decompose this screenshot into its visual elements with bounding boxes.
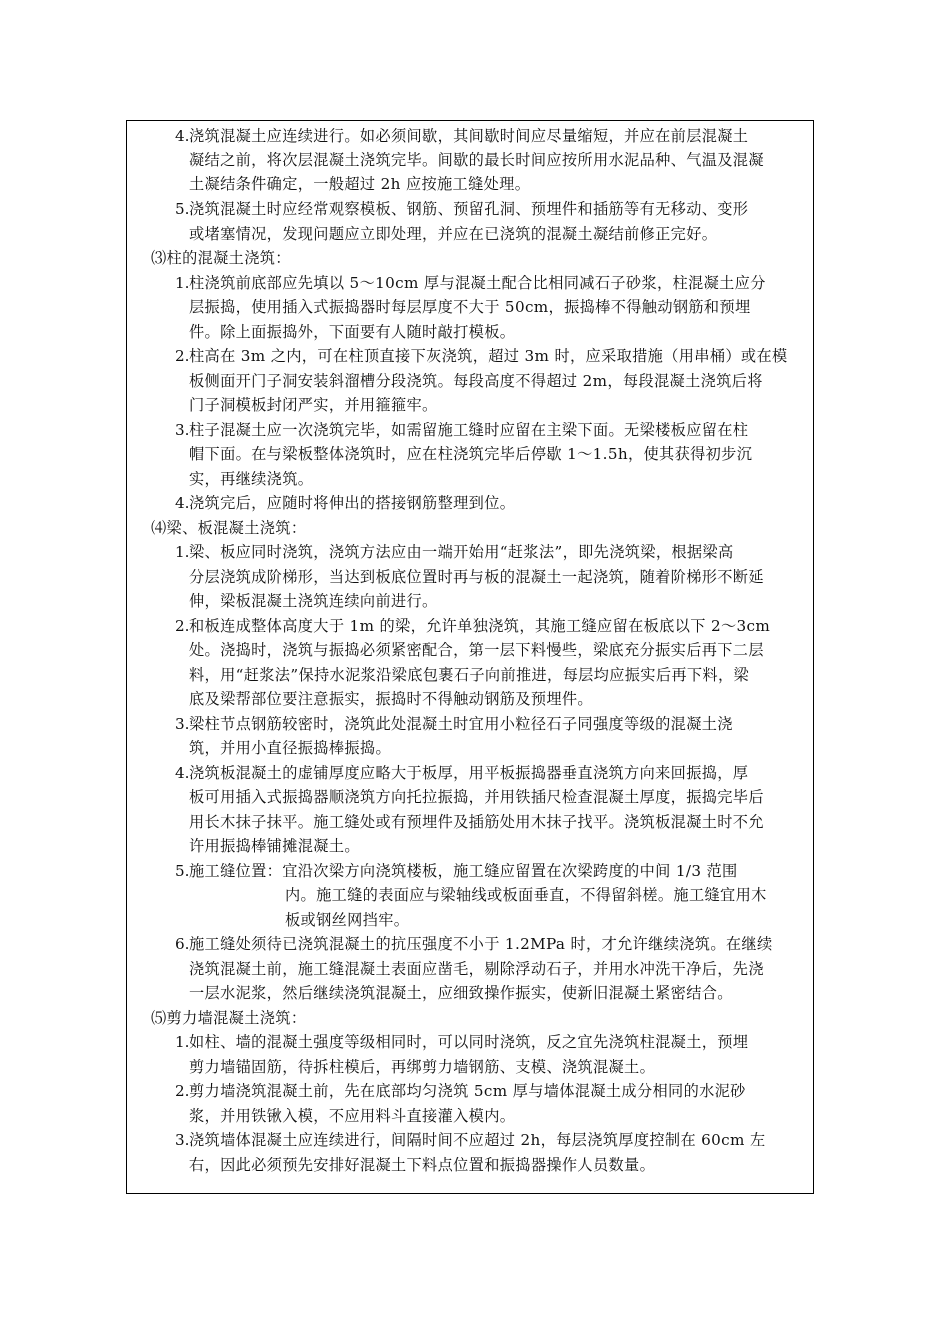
text-line: 浇筑完后，应随时将伸出的搭接钢筋整理到位。 (189, 494, 516, 512)
text-line: 施工缝位置：宜沿次梁方向浇筑楼板，施工缝应留置在次梁跨度的中间 1/3 范围 (189, 862, 738, 880)
text-line: 如柱、墙的混凝土强度等级相同时，可以同时浇筑，反之宜先浇筑柱混凝土，预埋 (189, 1033, 749, 1051)
text-line: 和板连成整体高度大于 1m 的梁，允许单独浇筑，其施工缝应留在板底以下 2～3cm (189, 617, 771, 635)
text-line: 柱高在 3m 之内，可在柱顶直接下灰浇筑，超过 3m 时，应采取措施（用串桶）或在模 (189, 347, 788, 365)
text-line: 柱子混凝土应一次浇筑完毕，如需留施工缝时应留在主梁下面。无梁楼板应留在柱 (189, 421, 749, 439)
text-line: 右，因此必须预先安排好混凝土下料点位置和振捣器操作人员数量。 (189, 1156, 656, 1174)
text-line: 浇筑混凝土应连续进行。如必须间歇，其间歇时间应尽量缩短，并应在前层混凝土 (189, 127, 749, 145)
text-line: 浆，并用铁锹入模，不应用料斗直接灌入模内。 (189, 1107, 516, 1125)
text-line: 用长木抹子抹平。施工缝处或有预埋件及插筋处用木抹子找平。浇筑板混凝土时不允 (189, 813, 764, 831)
text-line: 料，用“赶浆法”保持水泥浆沿梁底包裹石子向前推进，每层均应振实后再下料，梁 (189, 666, 750, 684)
text-line: 伸，梁板混凝土浇筑连续向前进行。 (189, 592, 438, 610)
text-line: 梁、板应同时浇筑，浇筑方法应由一端开始用“赶浆法”，即先浇筑梁，根据梁高 (189, 543, 734, 561)
text-line: 凝结之前，将次层混凝土浇筑完毕。间歇的最长时间应按所用水泥品种、气温及混凝 (189, 151, 764, 169)
item-number: 2. (175, 617, 190, 635)
item-number: 6. (175, 935, 190, 953)
text-line: 实，再继续浇筑。 (189, 470, 314, 488)
item-number: 5. (175, 862, 190, 880)
text-line: 门子洞模板封闭严实，并用箍箍牢。 (189, 396, 438, 414)
item-number: 3. (175, 421, 190, 439)
item-number: 3. (175, 1131, 190, 1149)
text-line: 施工缝处须待已浇筑混凝土的抗压强度不小于 1.2MPa 时，才允许继续浇筑。在继续 (189, 935, 773, 953)
text-line: 剪力墙浇筑混凝土前，先在底部均匀浇筑 5cm 厚与墙体混凝土成分相同的水泥砂 (189, 1082, 746, 1100)
item-number: 5. (175, 200, 190, 218)
text-line: 筑，并用小直径振捣棒振捣。 (189, 739, 391, 757)
text-line: 浇筑板混凝土的虚铺厚度应略大于板厚，用平板振捣器垂直浇筑方向来回振捣，厚 (189, 764, 749, 782)
item-number: 1. (175, 1033, 190, 1051)
section-heading: ⑸剪力墙混凝土浇筑： (151, 1009, 307, 1027)
text-line: 许用振捣棒铺摊混凝土。 (189, 837, 360, 855)
item-number: 1. (175, 543, 190, 561)
item-number: 1. (175, 274, 190, 292)
item-number: 4. (175, 494, 190, 512)
item-number: 2. (175, 347, 190, 365)
text-line: 土凝结条件确定，一般超过 2h 应按施工缝处理。 (189, 175, 531, 193)
text-line: 底及梁帮部位要注意振实，振捣时不得触动钢筋及预埋件。 (189, 690, 593, 708)
text-line: 件。除上面振捣外，下面要有人随时敲打模板。 (189, 323, 516, 341)
text-line: 分层浇筑成阶梯形，当达到板底位置时再与板的混凝土一起浇筑，随着阶梯形不断延 (189, 568, 764, 586)
text-line: 板侧面开门子洞安装斜溜槽分段浇筑。每段高度不得超过 2m，每段混凝土浇筑后将 (189, 372, 763, 390)
text-line: 柱浇筑前底部应先填以 5～10cm 厚与混凝土配合比相同减石子砂浆，柱混凝土应分 (189, 274, 766, 292)
item-number: 2. (175, 1082, 190, 1100)
item-number: 3. (175, 715, 190, 733)
text-line: 帽下面。在与梁板整体浇筑时，应在柱浇筑完毕后停歇 1～1.5h，使其获得初步沉 (189, 445, 753, 463)
text-line: 内。施工缝的表面应与梁轴线或板面垂直，不得留斜槎。施工缝宜用木 (285, 886, 767, 904)
text-line: 浇筑墙体混凝土应连续进行，间隔时间不应超过 2h，每层浇筑厚度控制在 60cm 左 (189, 1131, 766, 1149)
item-number: 4. (175, 764, 190, 782)
section-heading: ⑷梁、板混凝土浇筑： (151, 519, 307, 537)
text-line: 层振捣，使用插入式振捣器时每层厚度不大于 50cm，振捣棒不得触动钢筋和预埋 (189, 298, 751, 316)
document-frame (126, 120, 814, 1194)
text-line: 剪力墙锚固筋，待拆柱模后，再绑剪力墙钢筋、支模、浇筑混凝土。 (189, 1058, 656, 1076)
text-line: 处。浇捣时，浇筑与振捣必须紧密配合，第一层下料慢些，梁底充分振实后再下二层 (189, 641, 764, 659)
text-line: 板可用插入式振捣器顺浇筑方向托拉振捣，并用铁插尺检查混凝土厚度，振捣完毕后 (189, 788, 764, 806)
text-line: 浇筑混凝土前，施工缝混凝土表面应凿毛，剔除浮动石子，并用水冲洗干净后，先浇 (189, 960, 764, 978)
item-number: 4. (175, 127, 190, 145)
text-line: 板或钢丝网挡牢。 (285, 911, 410, 929)
text-line: 梁柱节点钢筋较密时，浇筑此处混凝土时宜用小粒径石子同强度等级的混凝土浇 (189, 715, 733, 733)
text-line: 或堵塞情况，发现问题应立即处理，并应在已浇筑的混凝土凝结前修正完好。 (189, 225, 718, 243)
section-heading: ⑶柱的混凝土浇筑： (151, 249, 291, 267)
text-line: 一层水泥浆，然后继续浇筑混凝土，应细致操作振实，使新旧混凝土紧密结合。 (189, 984, 733, 1002)
text-line: 浇筑混凝土时应经常观察模板、钢筋、预留孔洞、预埋件和插筋等有无移动、变形 (189, 200, 749, 218)
